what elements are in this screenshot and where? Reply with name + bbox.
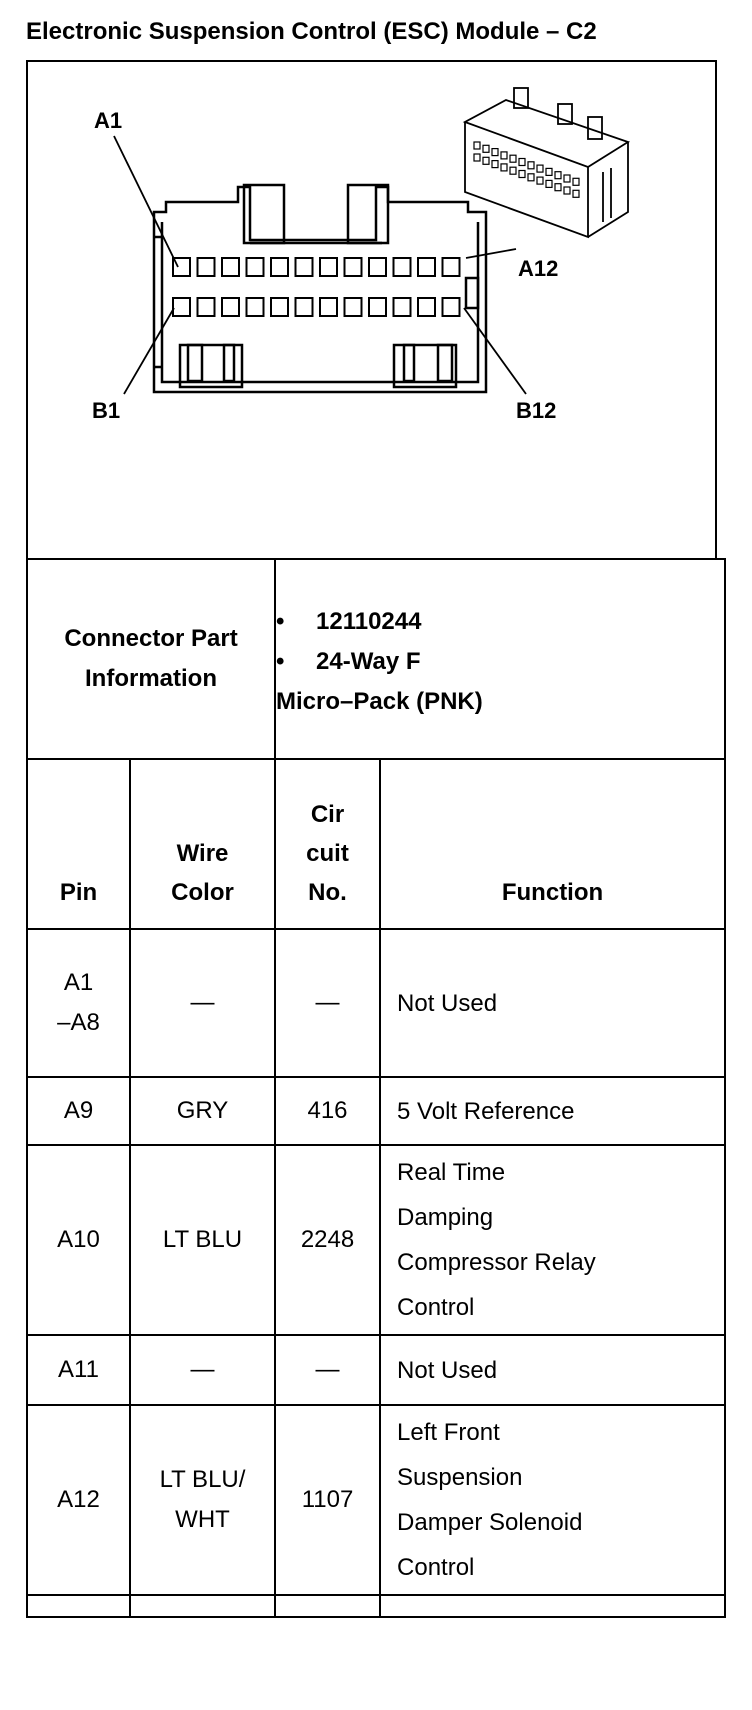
pin-cavity-b2 (198, 298, 215, 316)
mini-cavity (519, 159, 525, 166)
table-header-row (27, 759, 725, 929)
function-cell: Not Used (380, 1335, 725, 1405)
mini-cavity (519, 171, 525, 178)
pinout-table (26, 558, 726, 1618)
mini-cavity (483, 157, 489, 164)
pin-cavity-a12 (443, 258, 460, 276)
mini-cavity (546, 168, 552, 175)
pin-label-b12: B12 (516, 398, 557, 423)
mini-cavity (555, 184, 561, 191)
mini-cavity (537, 177, 543, 184)
pin-cavity-b11 (418, 298, 435, 316)
mini-cavity (474, 154, 480, 161)
function-cell: 5 Volt Reference (380, 1077, 725, 1145)
bullet-icon: • (276, 608, 285, 635)
pin-cavity-b3 (222, 298, 239, 316)
mini-cavity (501, 152, 507, 159)
mini-cavity (492, 149, 498, 156)
pin-cell: A9 (27, 1077, 130, 1145)
pin-cavity-a10 (394, 258, 411, 276)
pin-cell: A10 (27, 1145, 130, 1335)
page-title: Electronic Suspension Control (ESC) Module – C2 (26, 18, 597, 45)
pin-cavity-b12 (443, 298, 460, 316)
mini-cavity (501, 164, 507, 171)
mini-cavity (537, 165, 543, 172)
part-info-details: • 12110244 • 24-Way F Micro–Pack (PNK) (275, 559, 725, 759)
pin-cavity-b6 (296, 298, 313, 316)
circuit-cell: — (275, 929, 380, 1077)
pin-cavity-a6 (296, 258, 313, 276)
pin-cavity-b5 (271, 298, 288, 316)
pin-cell: A12 (27, 1405, 130, 1595)
table-row-continued (27, 1595, 725, 1617)
mini-cavity (528, 174, 534, 181)
pin-cavity-b8 (345, 298, 362, 316)
circuit-cell: 1107 (275, 1405, 380, 1595)
pin-label-a1: A1 (94, 108, 123, 133)
pin-cavity-a2 (198, 258, 215, 276)
pin-cavity-a11 (418, 258, 435, 276)
wire-color-cell: GRY (130, 1077, 275, 1145)
wire-color-cell: LT BLU (130, 1145, 275, 1335)
function-cell: Real Time Damping Compressor Relay Control (380, 1145, 725, 1335)
part-info-label: Connector Part Information (27, 559, 275, 759)
pin-cavity-b9 (369, 298, 386, 316)
pin-cavity-a5 (271, 258, 288, 276)
pin-cavity-a8 (345, 258, 362, 276)
mini-cavity (510, 155, 516, 162)
header-circuit-no: Cir cuit No. (275, 759, 380, 929)
pin-cavity-b4 (247, 298, 264, 316)
table-row (27, 1335, 725, 1405)
pin-cavity-b10 (394, 298, 411, 316)
mini-cavity (483, 145, 489, 152)
wire-color-cell: — (130, 929, 275, 1077)
mini-cavity (474, 142, 480, 149)
table-row (27, 1077, 725, 1145)
table-row (27, 929, 725, 1077)
header-pin: Pin (27, 759, 130, 929)
header-function: Function (380, 759, 725, 929)
bullet-icon: • (276, 648, 285, 675)
connector-face-drawing (28, 62, 719, 562)
pin-cavity-a4 (247, 258, 264, 276)
pin-cavity-a7 (320, 258, 337, 276)
circuit-cell: 2248 (275, 1145, 380, 1335)
connector-diagram (26, 60, 717, 560)
part-info-row (27, 559, 725, 759)
mini-cavity (546, 180, 552, 187)
table-row (27, 1145, 725, 1335)
mini-cavity (555, 172, 561, 179)
wire-color-cell: LT BLU/ WHT (130, 1405, 275, 1595)
header-wire-color: Wire Color (130, 759, 275, 929)
mini-cavity (564, 187, 570, 194)
mini-cavity (564, 175, 570, 182)
mini-cavity (510, 167, 516, 174)
wire-color-cell: — (130, 1335, 275, 1405)
mini-cavity (573, 178, 579, 185)
table-row (27, 1405, 725, 1595)
pin-cavity-b1 (173, 298, 190, 316)
pin-label-b1: B1 (92, 398, 121, 423)
pin-cell: A1 –A8 (27, 929, 130, 1077)
mini-cavity (492, 161, 498, 168)
circuit-cell: 416 (275, 1077, 380, 1145)
pin-cavity-a9 (369, 258, 386, 276)
pin-label-a12: A12 (518, 256, 559, 281)
circuit-cell: — (275, 1335, 380, 1405)
function-cell: Not Used (380, 929, 725, 1077)
pin-cavity-b7 (320, 298, 337, 316)
pin-cavity-a3 (222, 258, 239, 276)
mini-cavity (528, 162, 534, 169)
pin-cell: A11 (27, 1335, 130, 1405)
mini-cavity (573, 190, 579, 197)
function-cell: Left Front Suspension Damper Solenoid Control (380, 1405, 725, 1595)
